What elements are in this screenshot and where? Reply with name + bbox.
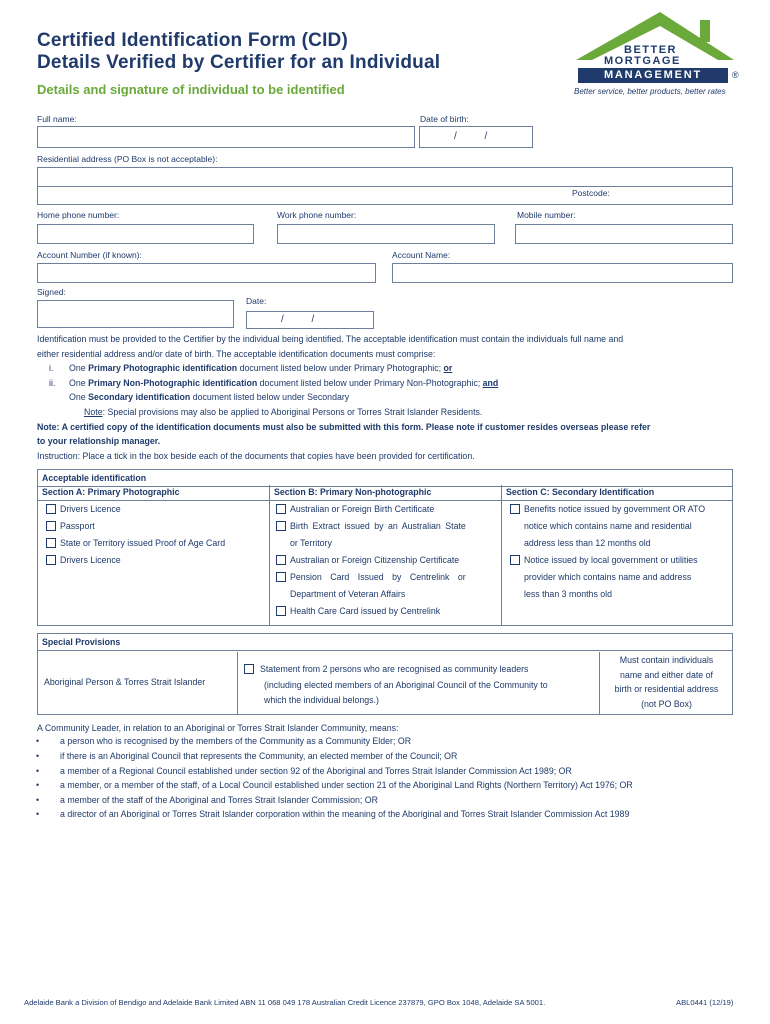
- full-name-label: Full name:: [37, 114, 77, 124]
- date-field[interactable]: [246, 311, 374, 329]
- doc-birth-extract-cont: or Territory: [290, 538, 332, 548]
- doc-pension-card[interactable]: Pension Card Issued by Centrelink or: [270, 569, 501, 586]
- special-right-text: Must contain individuals name and either date of birth or residential address (not PO Box): [614, 655, 719, 709]
- footer-legal: Adelaide Bank a Division of Bendigo and Adelaide Bank Limited ABN 11 068 049 178 Australian Credit Licence 237879, GPO Box 1048, Adelaide SA 5001.: [24, 998, 546, 1007]
- logo-line2: MORTGAGE: [604, 55, 681, 67]
- page-subtitle: Details Verified by Certifier for an Individual: [37, 52, 441, 73]
- doc-pension-card-cont: Department of Veteran Affairs: [290, 589, 406, 599]
- checkbox[interactable]: [510, 504, 520, 514]
- doc-benefits-notice-cont2: address less than 12 months old: [524, 538, 651, 548]
- checkbox[interactable]: [244, 664, 254, 674]
- home-phone-label: Home phone number:: [37, 210, 120, 220]
- signed-label: Signed:: [37, 287, 66, 297]
- full-name-field[interactable]: [37, 126, 415, 148]
- section-c-title: Section C: Secondary Identification: [502, 485, 733, 501]
- footer-form-code: ABL0441 (12/19): [676, 998, 734, 1007]
- section-subtitle: Details and signature of individual to be identified: [37, 82, 345, 97]
- checkbox[interactable]: [46, 538, 56, 548]
- address-field[interactable]: [37, 167, 733, 205]
- dob-field[interactable]: [419, 126, 533, 148]
- doc-local-gov-notice-cont2: less than 3 months old: [524, 589, 613, 599]
- address-label: Residential address (PO Box is not acceptable):: [37, 154, 218, 164]
- checkbox[interactable]: [510, 555, 520, 565]
- work-phone-label: Work phone number:: [277, 210, 357, 220]
- doc-citizenship-certificate[interactable]: Australian or Foreign Citizenship Certificate: [270, 552, 501, 569]
- tick-instruction: Instruction: Place a tick in the box beside each of the documents that copies have been provided for certification.: [37, 450, 475, 461]
- logo-tagline: Better service, better products, better rates: [574, 87, 726, 96]
- doc-benefits-notice-cont1: notice which contains name and residential: [524, 521, 692, 531]
- bold-note-b: to your relationship manager.: [37, 436, 161, 447]
- signature-field[interactable]: [37, 300, 234, 328]
- special-provisions-table: [37, 633, 733, 715]
- dob-separators: / /: [454, 131, 488, 142]
- doc-local-gov-notice-cont1: provider which contains name and address: [524, 572, 692, 582]
- doc-drivers-licence-2[interactable]: Drivers Licence: [38, 552, 269, 569]
- checkbox[interactable]: [46, 504, 56, 514]
- section-a: [38, 485, 269, 569]
- postcode-label: Postcode:: [572, 188, 610, 198]
- checkbox[interactable]: [46, 521, 56, 531]
- account-name-label: Account Name:: [392, 250, 451, 260]
- section-c: [502, 485, 733, 603]
- work-phone-field[interactable]: [277, 224, 495, 244]
- doc-benefits-notice[interactable]: Benefits notice issued by government OR ATO: [502, 501, 733, 518]
- doc-proof-of-age[interactable]: State or Territory issued Proof of Age Card: [38, 535, 269, 552]
- special-left-text: Aboriginal Person & Torres Strait Islander: [44, 677, 206, 687]
- community-intro: A Community Leader, in relation to an Aboriginal or Torres Strait Islander Community, means:: [37, 723, 399, 733]
- instructions-para1b: either residential address and/or date of birth. The acceptable identification documents must comprise:: [37, 348, 436, 359]
- instructions-block: [37, 332, 737, 463]
- account-number-field[interactable]: [37, 263, 376, 283]
- home-phone-field[interactable]: [37, 224, 254, 244]
- doc-local-gov-notice[interactable]: Notice issued by local government or utilities: [502, 552, 733, 569]
- date-separators: / /: [281, 314, 315, 325]
- requirement-ii: ii. One Primary Non-Photographic identification document listed below under Primary Non-Photographic; and: [49, 377, 499, 388]
- instructions-para1: Identification must be provided to the Certifier by the individual being identified. The acceptable identification must contain the individuals full name and: [37, 334, 624, 344]
- bold-note: Note: A certified copy of the identification documents must also be submitted with this form. Please note if customer resides overseas please refer: [37, 421, 651, 432]
- page-title: Certified Identification Form (CID): [37, 30, 348, 51]
- special-heading: Special Provisions: [38, 634, 732, 651]
- logo-line3: MANAGEMENT: [578, 68, 728, 83]
- checkbox[interactable]: [46, 555, 56, 565]
- mobile-label: Mobile number:: [517, 210, 576, 220]
- section-b: [270, 485, 501, 620]
- section-a-title: Section A: Primary Photographic: [38, 485, 269, 501]
- page-title-block: [37, 30, 440, 74]
- doc-birth-extract[interactable]: Birth Extract issued by an Australian State: [270, 518, 501, 535]
- acceptable-identification-table: [37, 469, 733, 626]
- checkbox[interactable]: [276, 521, 286, 531]
- checkbox[interactable]: [276, 555, 286, 565]
- account-number-label: Account Number (if known):: [37, 250, 142, 260]
- dob-label: Date of birth:: [420, 114, 469, 124]
- checkbox[interactable]: [276, 606, 286, 616]
- special-statement[interactable]: Statement from 2 persons who are recognised as community leaders (including elected members of an Aboriginal Council of the Community to which the individual belongs.): [244, 662, 548, 709]
- registered-mark: ®: [732, 70, 739, 80]
- special-note: Note: Special provisions may also be applied to Aboriginal Persons or Torres Strait Islander Residents.: [84, 406, 483, 417]
- mobile-field[interactable]: [515, 224, 733, 244]
- doc-birth-certificate[interactable]: Australian or Foreign Birth Certificate: [270, 501, 501, 518]
- doc-drivers-licence[interactable]: Drivers Licence: [38, 501, 269, 518]
- acceptable-heading: Acceptable identification: [38, 470, 732, 487]
- logo-line1: BETTER: [624, 44, 677, 56]
- doc-passport[interactable]: Passport: [38, 518, 269, 535]
- account-name-field[interactable]: [392, 263, 733, 283]
- requirement-i: i. One Primary Photographic identification document listed below under Primary Photographic; or: [49, 363, 453, 374]
- checkbox[interactable]: [276, 504, 286, 514]
- doc-health-care-card[interactable]: Health Care Card issued by Centrelink: [270, 603, 501, 620]
- section-b-title: Section B: Primary Non-photographic: [270, 485, 501, 501]
- checkbox[interactable]: [276, 572, 286, 582]
- requirement-iii: One Secondary identification document listed below under Secondary: [69, 392, 350, 403]
- date-label: Date:: [246, 296, 267, 306]
- company-logo: [572, 10, 742, 100]
